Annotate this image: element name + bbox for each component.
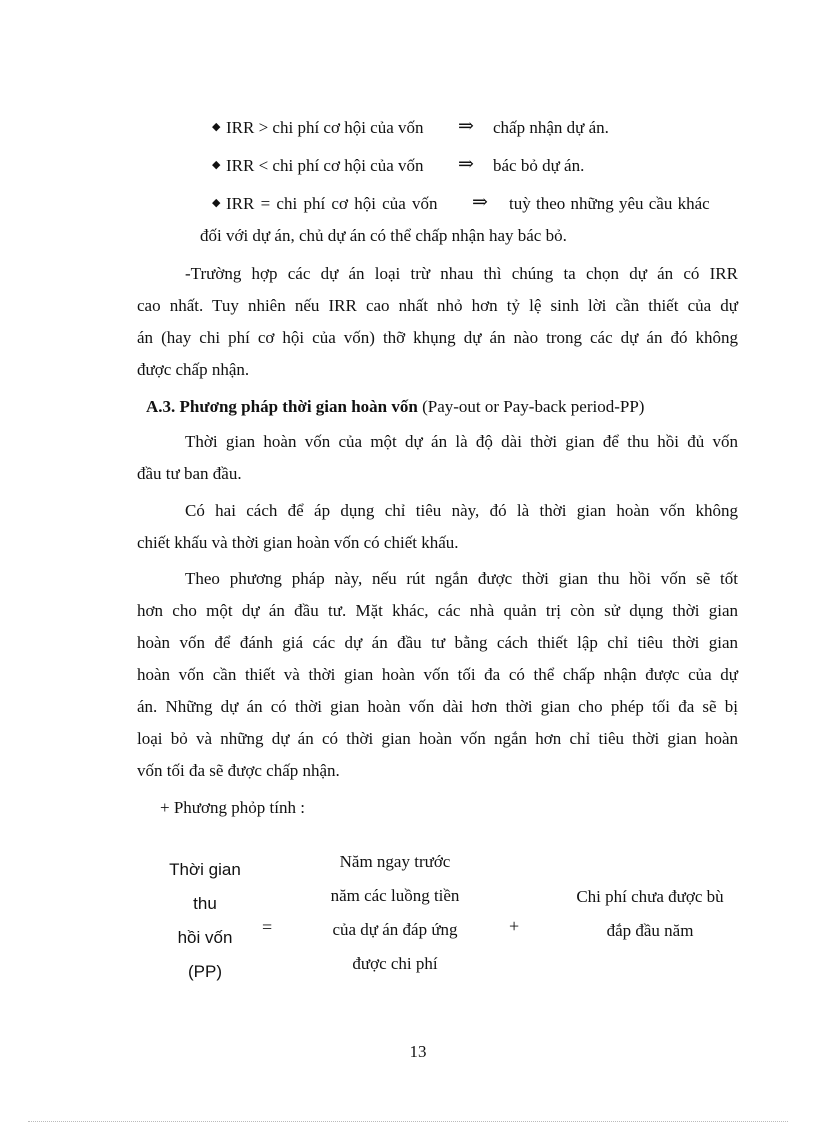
formula-middle-line: của dự án đáp ứng <box>332 920 458 939</box>
paragraph-approaches-line: Có hai cách để áp dụng chỉ tiêu này, đó là thời gian hoàn vốn không <box>185 501 738 520</box>
page-bottom-divider <box>28 1121 788 1122</box>
section-heading-subtitle: (Pay-out or Pay-back period-PP) <box>422 397 645 416</box>
implies-arrow-icon: ⇒ <box>472 192 488 213</box>
calculation-method-label: + Phương phỏp tính : <box>160 798 305 817</box>
formula-right-line: Chi phí chưa được bù <box>576 887 724 906</box>
paragraph-approaches-line: chiết khấu và thời gian hoàn vốn có chiết khấu. <box>137 533 459 552</box>
bullet-2-condition: IRR < chi phí cơ hội của vốn <box>226 156 424 175</box>
formula-left-line: thu <box>193 894 217 913</box>
bullet-marker: ◆ <box>212 197 221 209</box>
implies-arrow-icon: ⇒ <box>458 116 474 137</box>
paragraph-method-line: hoàn vốn để đánh giá các dự án đầu tư bằng cách thiết lập chỉ tiêu thời gian <box>137 633 738 652</box>
paragraph-method-line: hơn cho một dự án đầu tư. Mặt khác, các nhà quản trị còn sử dụng thời gian <box>137 601 738 620</box>
formula-middle-line: năm các luồng tiền <box>330 886 460 905</box>
formula-left-line: Thời gian <box>169 860 241 879</box>
page-number: 13 <box>409 1042 427 1061</box>
formula-plus-sign: + <box>509 916 520 936</box>
bullet-3-result: tuỳ theo những yêu cầu khác <box>509 194 710 213</box>
paragraph-method-line: vốn tối đa sẽ được chấp nhận. <box>137 761 340 780</box>
bullet-3-condition: IRR = chi phí cơ hội của vốn <box>226 194 438 213</box>
paragraph-method-line: loại bỏ và những dự án có thời gian hoàn vốn ngắn hơn chỉ tiêu thời gian hoàn <box>137 729 738 748</box>
bullet-1-result: chấp nhận dự án. <box>493 118 609 137</box>
formula-middle-term <box>305 845 485 981</box>
formula-left-term <box>150 853 260 989</box>
paragraph-irr-line: cao nhất. Tuy nhiên nếu IRR cao nhất nhỏ hơn tỷ lệ sinh lời cần thiết của dự <box>137 296 738 315</box>
section-heading-title: A.3. Phương pháp thời gian hoàn vốn <box>146 397 418 416</box>
bullet-marker: ◆ <box>212 159 221 171</box>
paragraph-irr-line: -Trường hợp các dự án loại trừ nhau thì chúng ta chọn dự án có IRR <box>185 264 738 283</box>
bullet-3-continuation: đối với dự án, chủ dự án có thể chấp nhận hay bác bỏ. <box>200 226 567 245</box>
formula-equals-sign: = <box>262 917 273 937</box>
bullet-marker: ◆ <box>212 121 221 133</box>
formula-middle-line: Năm ngay trước <box>339 852 451 871</box>
formula-middle-line: được chi phí <box>352 954 438 973</box>
section-heading <box>146 397 644 417</box>
paragraph-method-line: án. Những dự án có thời gian hoàn vốn dài hơn thời gian cho phép tối đa sẽ bị <box>137 697 738 716</box>
formula-left-line: hồi vốn <box>177 928 233 947</box>
bullet-1-condition: IRR > chi phí cơ hội của vốn <box>226 118 424 137</box>
bullet-2-result: bác bỏ dự án. <box>493 156 585 175</box>
formula-right-line: đắp đầu năm <box>606 921 694 940</box>
paragraph-definition-line: Thời gian hoàn vốn của một dự án là độ dài thời gian để thu hồi đủ vốn <box>185 432 738 451</box>
paragraph-irr-line: được chấp nhận. <box>137 360 250 379</box>
paragraph-method-line: hoàn vốn cần thiết và thời gian hoàn vốn tối đa có thể chấp nhận được của dự <box>137 665 738 684</box>
formula-right-term <box>555 880 745 948</box>
paragraph-method-line: Theo phương pháp này, nếu rút ngắn được thời gian thu hồi vốn sẽ tốt <box>185 569 738 588</box>
formula-left-line: (PP) <box>188 962 222 981</box>
paragraph-definition-line: đầu tư ban đầu. <box>137 464 242 483</box>
implies-arrow-icon: ⇒ <box>458 154 474 175</box>
paragraph-irr-line: án (hay chi phí cơ hội của vốn) thỡ khụng dự án nào trong các dự án đó không <box>137 328 738 347</box>
